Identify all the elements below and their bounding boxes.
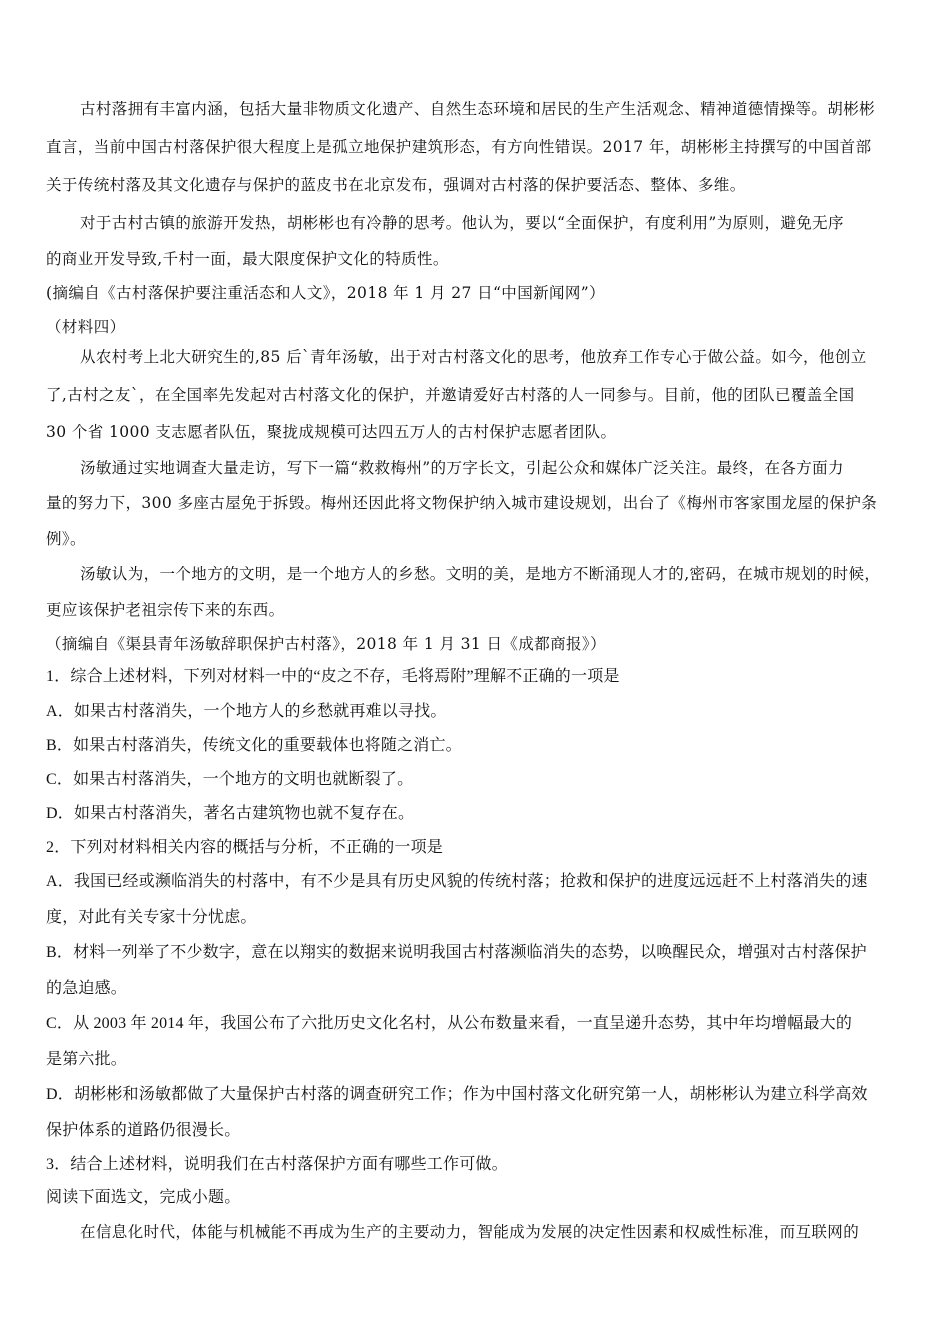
text-line: 汤敏通过实地调查大量走访，写下一篇“救救梅州”的万字长文，引起公众和媒体广泛关注。最终，在各方面力 (80, 459, 844, 477)
question-1-option-c: C．如果古村落消失，一个地方的文明也就断裂了。 (46, 771, 414, 788)
text-line: 更应该保护老祖宗传下来的东西。 (46, 601, 285, 619)
text-line: 汤敏认为，一个地方的文明，是一个地方人的乡愁。文明的美，是地方不断涌现人才的,密码，在城市规划的时候， (80, 565, 881, 583)
text-line: 的商业开发导致,千村一面，最大限度保护文化的特质性。 (46, 250, 449, 268)
reading-instruction: 阅读下面选文，完成小题。 (46, 1189, 241, 1206)
text-line: 古村落拥有丰富内涵，包括大量非物质文化遗产、自然生态环境和居民的生产生活观念、精神道德情操等。胡彬彬 (80, 100, 876, 118)
question-2-option-a-cont: 度，对此有关专家十分忧虑。 (46, 909, 257, 926)
question-1-option-d: D．如果古村落消失，著名古建筑物也就不复存在。 (46, 805, 415, 822)
text-line: 对于古村古镇的旅游开发热，胡彬彬也有冷静的思考。他认为，要以“全面保护，有度利用”为原则，避免无序 (80, 214, 844, 232)
question-2-option-d-cont: 保护体系的道路仍很漫长。 (46, 1122, 241, 1139)
source-citation: (摘编自《古村落保护要注重活态和人文》，2018 年 1 月 27 日“中国新闻网”） (46, 284, 606, 302)
text-line: 例》。 (46, 530, 86, 548)
question-2: 2．下列对材料相关内容的概括与分析，不正确的一项是 (46, 839, 444, 856)
text-line: 了,古村之友`，在全国率先发起对古村落文化的保护，并邀请爱好古村落的人一同参与。目前，他的团队已覆盖全国 (46, 386, 855, 404)
section-heading: （材料四） (46, 318, 126, 336)
source-citation: （摘编自《渠县青年汤敏辞职保护古村落》，2018 年 1 月 31 日《成都商报》） (46, 635, 606, 653)
text-line: 关于传统村落及其文化遗存与保护的蓝皮书在北京发布，强调对古村落的保护要活态、整体、多维。 (46, 176, 746, 194)
question-2-option-c: C．从 2003 年 2014 年，我国公布了六批历史文化名村，从公布数量来看，一直呈递升态势，其中年均增幅最大的 (46, 1015, 853, 1032)
text-line: 在信息化时代，体能与机械能不再成为生产的主要动力，智能成为发展的决定性因素和权威性标准，而互联网的 (80, 1223, 860, 1241)
text-line: 从农村考上北大研究生的,85 后`青年汤敏，出于对古村落文化的思考，他放弃工作专心于做公益。如今，他创立 (80, 348, 867, 366)
question-2-option-d: D．胡彬彬和汤敏都做了大量保护古村落的调查研究工作；作为中国村落文化研究第一人，胡彬彬认为建立科学高效 (46, 1086, 868, 1103)
question-3: 3．结合上述材料，说明我们在古村落保护方面有哪些工作可做。 (46, 1156, 508, 1173)
question-1-option-b: B．如果古村落消失，传统文化的重要载体也将随之消亡。 (46, 737, 462, 754)
text-line: 量的努力下，300 多座古屋免于拆毁。梅州还因此将文物保护纳入城市建设规划，出台了《梅州市客家围龙屋的保护条 (46, 494, 878, 512)
question-1-option-a: A．如果古村落消失，一个地方人的乡愁就再难以寻找。 (46, 703, 447, 720)
text-line: 30 个省 1000 支志愿者队伍，聚拢成规模可达四五万人的古村保护志愿者团队。 (46, 423, 617, 441)
text-line: 直言，当前中国古村落保护很大程度上是孤立地保护建筑形态，有方向性错误。2017 年，胡彬彬主持撰写的中国首部 (46, 138, 872, 156)
question-2-option-a: A．我国已经或濒临消失的村落中，有不少是具有历史风貌的传统村落；抢救和保护的进度远远赶不上村落消失的速 (46, 873, 868, 890)
question-1: 1．综合上述材料，下列对材料一中的“皮之不存，毛将焉附”理解不正确的一项是 (46, 668, 620, 685)
question-2-option-b: B．材料一列举了不少数字，意在以翔实的数据来说明我国古村落濒临消失的态势，以唤醒民众，增强对古村落保护 (46, 944, 867, 961)
question-2-option-b-cont: 的急迫感。 (46, 980, 128, 997)
question-2-option-c-cont: 是第六批。 (46, 1051, 128, 1068)
